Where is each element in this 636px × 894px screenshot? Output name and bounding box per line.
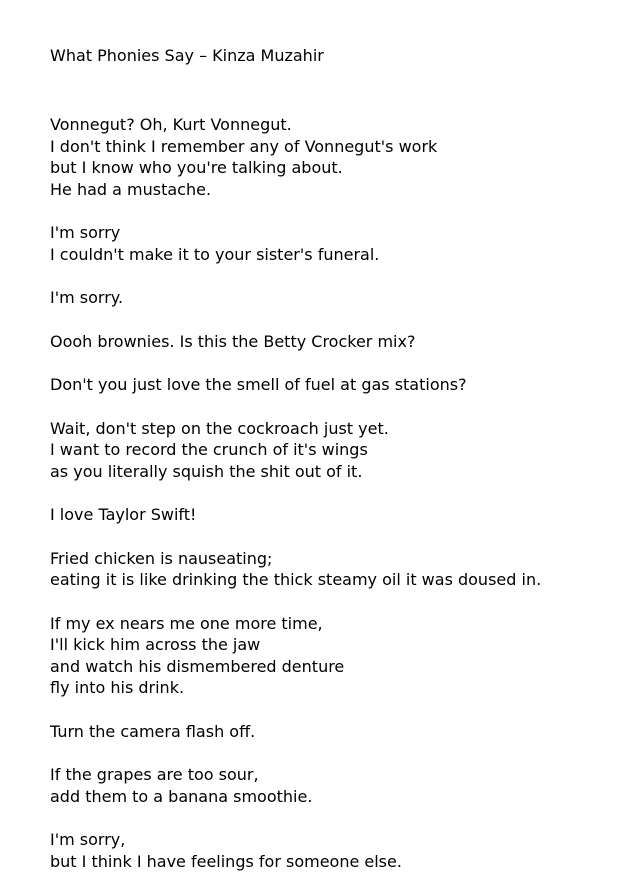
poem-line: but I know who you're talking about. bbox=[50, 158, 343, 177]
poem-line: I couldn't make it to your sister's funeral. bbox=[50, 244, 380, 264]
poem-page bbox=[50, 45, 620, 894]
stanza bbox=[50, 418, 620, 483]
poem-line: Turn the camera flash off. bbox=[50, 721, 256, 741]
stanza bbox=[50, 829, 620, 872]
poem-line: He had a mustache. bbox=[50, 179, 212, 199]
poem-line: Wait, don't step on the cockroach just yet. bbox=[50, 418, 389, 438]
poem-line: I'm sorry, bbox=[50, 830, 126, 849]
poem-line: Vonnegut? Oh, Kurt Vonnegut. bbox=[50, 115, 292, 134]
poem-title: What Phonies Say – Kinza Muzahir bbox=[50, 46, 324, 65]
poem-line: I love Taylor Swift! bbox=[50, 505, 197, 524]
stanza bbox=[50, 504, 620, 526]
stanza bbox=[50, 222, 620, 265]
poem-line: If the grapes are too sour, bbox=[50, 765, 259, 784]
poem-line: Don't you just love the smell of fuel at gas stations? bbox=[50, 375, 467, 394]
poem-line: I'll kick him across the jaw bbox=[50, 635, 261, 654]
poem-line: If my ex nears me one more time, bbox=[50, 613, 323, 633]
poem-line: I don't think I remember any of Vonnegut's work bbox=[50, 136, 438, 156]
poem-line: Fried chicken is nauseating; bbox=[50, 548, 273, 568]
poem-line: add them to a banana smoothie. bbox=[50, 786, 313, 806]
poem-line: I'm sorry bbox=[50, 223, 121, 242]
poem-line: Oooh brownies. Is this the Betty Crocker mix? bbox=[50, 331, 416, 351]
poem-line: as you literally squish the shit out of it. bbox=[50, 461, 363, 481]
poem-line: but I think I have feelings for someone else. bbox=[50, 851, 402, 871]
stanza bbox=[50, 613, 620, 699]
stanza bbox=[50, 764, 620, 807]
poem-line: eating it is like drinking the thick steamy oil it was doused in. bbox=[50, 570, 542, 589]
stanza bbox=[50, 548, 620, 591]
poem-line: fly into his drink. bbox=[50, 678, 185, 697]
stanza bbox=[50, 114, 620, 200]
stanza bbox=[50, 331, 620, 353]
stanza bbox=[50, 374, 620, 396]
stanza bbox=[50, 721, 620, 743]
stanza bbox=[50, 287, 620, 309]
poem-line: I'm sorry. bbox=[50, 288, 124, 307]
poem-line: I want to record the crunch of it's wings bbox=[50, 440, 368, 459]
poem-line: and watch his dismembered denture bbox=[50, 656, 345, 676]
